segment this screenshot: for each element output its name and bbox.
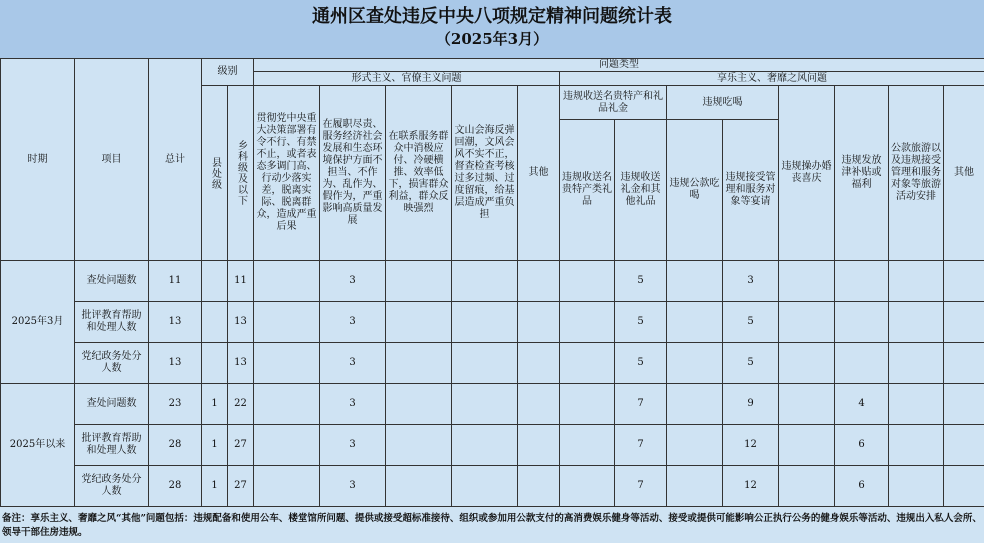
item-cell: 查处问题数 (75, 384, 149, 425)
title-block (0, 0, 984, 59)
header-township-level: 乡科级及以下 (228, 86, 254, 261)
value-cell-f1 (254, 425, 320, 466)
value-cell-dine1 (667, 466, 723, 507)
header-formalism-4: 文山会海反弹回潮，文风会风不实不正，督查检查考核过多过频、过度留痕，给基层造成严重负担 (452, 86, 518, 261)
value-cell-county (202, 343, 228, 384)
value-cell-f-other (518, 425, 560, 466)
header-public-dining: 违规公款吃喝 (667, 120, 723, 261)
item-cell: 查处问题数 (75, 261, 149, 302)
header-banquet: 违规接受管理和服务对象等宴请 (723, 120, 779, 261)
header-gift-specialty: 违规收送名贵特产类礼品 (560, 120, 615, 261)
value-cell-township: 22 (228, 384, 254, 425)
header-dining-group: 违规吃喝 (667, 86, 779, 120)
value-cell-allowance (835, 343, 889, 384)
item-cell: 党纪政务处分人数 (75, 466, 149, 507)
table-row (1, 466, 984, 507)
value-cell-gift1 (560, 466, 615, 507)
value-cell-f2: 3 (320, 425, 386, 466)
header-travel: 公款旅游以及违规接受管理和服务对象等旅游活动安排 (889, 86, 944, 261)
header-wedding: 违规操办婚丧喜庆 (779, 86, 835, 261)
value-cell-f4 (452, 261, 518, 302)
value-cell-dine1 (667, 384, 723, 425)
value-cell-township: 11 (228, 261, 254, 302)
value-cell-f-other (518, 302, 560, 343)
table-row (1, 425, 984, 466)
value-cell-dine1 (667, 261, 723, 302)
value-cell-total: 28 (149, 425, 202, 466)
value-cell-county: 1 (202, 466, 228, 507)
value-cell-travel (889, 466, 944, 507)
value-cell-travel (889, 425, 944, 466)
value-cell-f1 (254, 261, 320, 302)
value-cell-county (202, 261, 228, 302)
table-row (1, 302, 984, 343)
value-cell-total: 23 (149, 384, 202, 425)
value-cell-wedding (779, 384, 835, 425)
value-cell-gift1 (560, 425, 615, 466)
value-cell-f-other (518, 384, 560, 425)
header-gift-cash: 违规收送礼金和其他礼品 (615, 120, 667, 261)
value-cell-total: 13 (149, 343, 202, 384)
value-cell-dine2: 3 (723, 261, 779, 302)
footnote: 备注：享乐主义、奢靡之风“其他”问题包括：违规配备和使用公车、楼堂馆所问题、提供或接受超标准接待、组织或参加用公款支付的高消费娱乐健身等活动、接受或提供可能影响公正执行公务的健身娱乐等活动、违规出入私人会所、领导干部住房违规。 (2, 513, 982, 538)
value-cell-gift2: 7 (615, 466, 667, 507)
page-subtitle: （2025年3月） (435, 30, 549, 48)
value-cell-wedding (779, 425, 835, 466)
value-cell-f4 (452, 466, 518, 507)
value-cell-h-other (944, 261, 984, 302)
value-cell-gift2: 7 (615, 425, 667, 466)
value-cell-allowance: 6 (835, 466, 889, 507)
value-cell-gift2: 5 (615, 343, 667, 384)
header-formalism-other: 其他 (518, 86, 560, 261)
value-cell-f3 (386, 302, 452, 343)
value-cell-gift1 (560, 343, 615, 384)
value-cell-allowance: 6 (835, 425, 889, 466)
header-county-level: 县处级 (202, 86, 228, 261)
header-hedonism: 享乐主义、奢靡之风问题 (560, 72, 984, 86)
value-cell-f1 (254, 302, 320, 343)
value-cell-f3 (386, 425, 452, 466)
header-gift-group: 违规收送名贵特产和礼品礼金 (560, 86, 667, 120)
value-cell-f1 (254, 343, 320, 384)
value-cell-dine2: 9 (723, 384, 779, 425)
value-cell-f-other (518, 343, 560, 384)
value-cell-gift1 (560, 261, 615, 302)
value-cell-travel (889, 302, 944, 343)
header-total: 总计 (149, 59, 202, 261)
header-period: 时期 (1, 59, 75, 261)
value-cell-f4 (452, 425, 518, 466)
value-cell-dine2: 5 (723, 343, 779, 384)
value-cell-wedding (779, 302, 835, 343)
value-cell-f2: 3 (320, 343, 386, 384)
period-cell: 2025年3月 (1, 261, 75, 384)
value-cell-dine2: 12 (723, 466, 779, 507)
value-cell-dine1 (667, 425, 723, 466)
statistics-table (0, 58, 984, 507)
header-formalism-2: 在履职尽责、服务经济社会发展和生态环境保护方面不担当、不作为、乱作为、假作为，严重影响高质量发展 (320, 86, 386, 261)
value-cell-gift2: 5 (615, 261, 667, 302)
value-cell-h-other (944, 466, 984, 507)
value-cell-travel (889, 343, 944, 384)
value-cell-allowance (835, 261, 889, 302)
value-cell-f4 (452, 343, 518, 384)
value-cell-dine2: 12 (723, 425, 779, 466)
table-row (1, 384, 984, 425)
value-cell-gift1 (560, 384, 615, 425)
value-cell-h-other (944, 384, 984, 425)
value-cell-f2: 3 (320, 384, 386, 425)
value-cell-f1 (254, 466, 320, 507)
value-cell-county: 1 (202, 384, 228, 425)
period-cell: 2025年以来 (1, 384, 75, 507)
value-cell-h-other (944, 302, 984, 343)
header-formalism-3: 在联系服务群众中消极应付、冷硬横推、效率低下，损害群众利益，群众反映强烈 (386, 86, 452, 261)
value-cell-f3 (386, 384, 452, 425)
table-row (1, 343, 984, 384)
value-cell-wedding (779, 261, 835, 302)
value-cell-dine1 (667, 302, 723, 343)
value-cell-dine2: 5 (723, 302, 779, 343)
value-cell-allowance (835, 302, 889, 343)
value-cell-gift2: 7 (615, 384, 667, 425)
value-cell-total: 28 (149, 466, 202, 507)
value-cell-f2: 3 (320, 261, 386, 302)
value-cell-county (202, 302, 228, 343)
value-cell-allowance: 4 (835, 384, 889, 425)
header-formalism-1: 贯彻党中央重大决策部署有令不行、有禁不止，或者表态多调门高、行动少落实差，脱离实际、脱离群众，造成严重后果 (254, 86, 320, 261)
value-cell-f-other (518, 261, 560, 302)
item-cell: 批评教育帮助和处理人数 (75, 425, 149, 466)
value-cell-f3 (386, 466, 452, 507)
value-cell-f2: 3 (320, 466, 386, 507)
header-hedonism-other: 其他 (944, 86, 984, 261)
page-title: 通州区查处违反中央八项规定精神问题统计表 (312, 6, 672, 27)
value-cell-dine1 (667, 343, 723, 384)
value-cell-h-other (944, 343, 984, 384)
value-cell-gift2: 5 (615, 302, 667, 343)
value-cell-f1 (254, 384, 320, 425)
value-cell-h-other (944, 425, 984, 466)
table-row (1, 261, 984, 302)
value-cell-travel (889, 384, 944, 425)
value-cell-township: 27 (228, 466, 254, 507)
value-cell-total: 13 (149, 302, 202, 343)
header-problem-type: 问题类型 (254, 59, 984, 72)
header-item: 项目 (75, 59, 149, 261)
value-cell-county: 1 (202, 425, 228, 466)
value-cell-wedding (779, 466, 835, 507)
item-cell: 批评教育帮助和处理人数 (75, 302, 149, 343)
value-cell-township: 13 (228, 302, 254, 343)
header-allowance: 违规发放津补贴或福利 (835, 86, 889, 261)
header-level: 级别 (202, 59, 254, 86)
value-cell-gift1 (560, 302, 615, 343)
value-cell-f4 (452, 384, 518, 425)
value-cell-f-other (518, 466, 560, 507)
header-formalism: 形式主义、官僚主义问题 (254, 72, 560, 86)
value-cell-travel (889, 261, 944, 302)
value-cell-township: 13 (228, 343, 254, 384)
value-cell-f3 (386, 261, 452, 302)
value-cell-total: 11 (149, 261, 202, 302)
value-cell-wedding (779, 343, 835, 384)
item-cell: 党纪政务处分人数 (75, 343, 149, 384)
value-cell-township: 27 (228, 425, 254, 466)
value-cell-f3 (386, 343, 452, 384)
value-cell-f2: 3 (320, 302, 386, 343)
value-cell-f4 (452, 302, 518, 343)
